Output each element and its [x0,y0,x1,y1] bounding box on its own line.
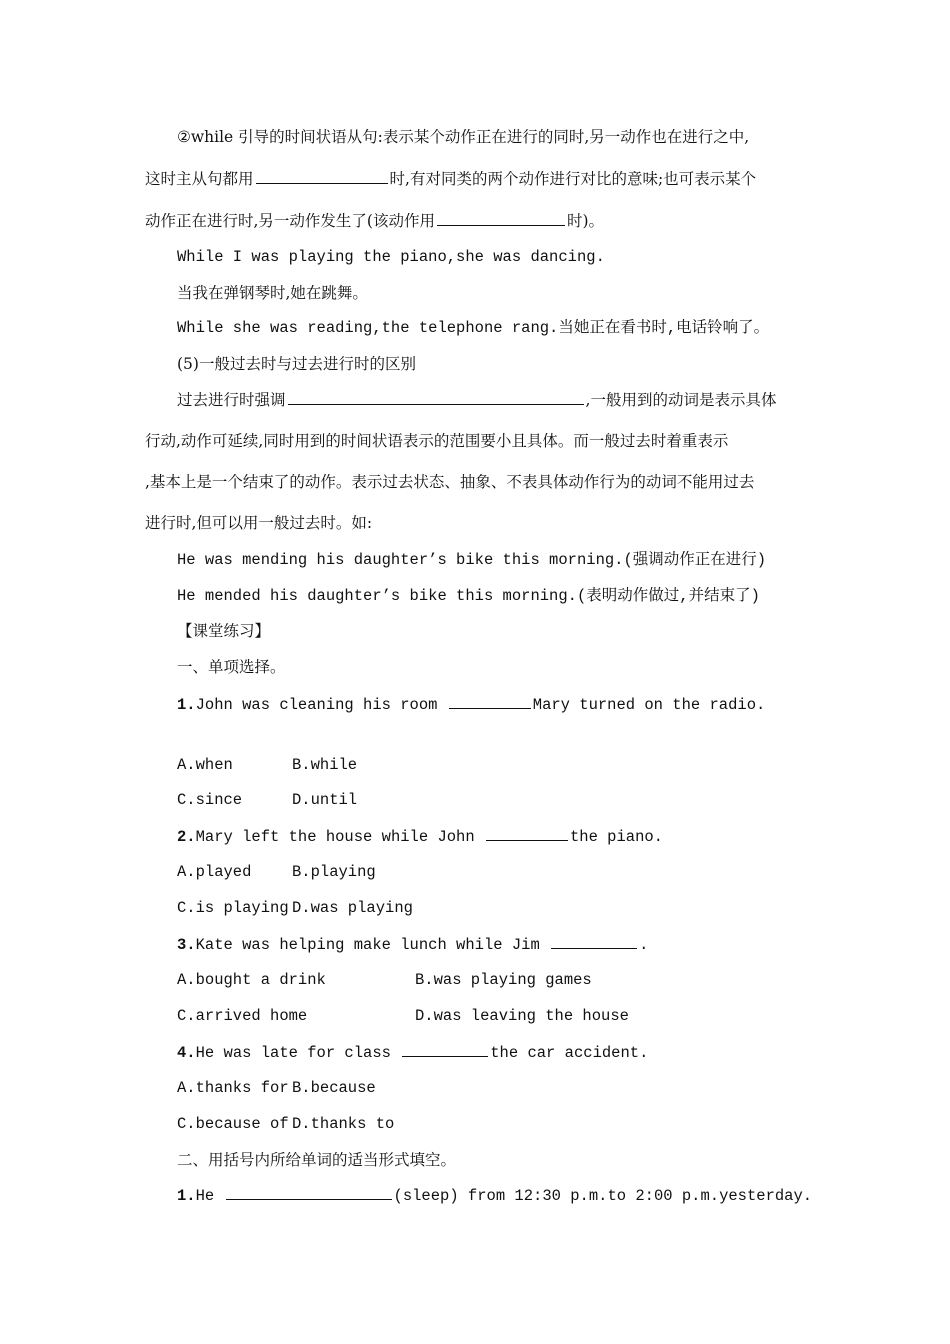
option-row [177,898,413,918]
part-title: 二、用括号内所给单词的适当形式填空。 [177,1151,457,1169]
example-sentence: While I was playing the piano,she was dancing. [177,248,605,266]
option: B.playing [292,863,376,881]
option: A.thanks for [177,1079,289,1097]
option: C.because of [177,1115,289,1133]
option: B.because [292,1079,376,1097]
option: C.is playing [177,899,289,917]
grammar-paragraph-line: ,基本上是一个结束了的动作。表示过去状态、抽象、不表具体动作行为的动词不能用过去 [145,473,755,491]
option-row [177,970,592,990]
option: C.arrived home [177,1007,308,1025]
option-row [177,862,376,882]
example-sentence: He was mending his daughter’s bike this morning.(强调动作正在进行) [177,551,767,569]
example-sentence: While she was reading,the telephone rang.当她正在看书时,电话铃响了。 [177,319,770,337]
exercise-header: 【课堂练习】 [177,622,271,640]
option-row [177,1114,394,1134]
part-title: 一、单项选择。 [177,658,286,676]
answer-blank [402,1042,488,1057]
grammar-paragraph-line: 过去进行时强调 ,一般用到的动词是表示具体 [177,391,777,409]
option: B.while [292,756,358,774]
option-row [177,755,357,775]
option: D.until [292,791,358,809]
grammar-paragraph-line: 这时主从句都用 时,有对同类的两个动作进行对比的意味;也可表示某个 [145,170,757,188]
option: D.was leaving the house [415,1007,629,1025]
section-title: (5)一般过去时与过去进行时的区别 [177,355,416,373]
option-row [177,1078,376,1098]
question-3: 3.Kate was helping make lunch while Jim . [177,936,649,954]
question-4: 4.He was late for class the car accident. [177,1044,649,1062]
option: A.bought a drink [177,971,326,989]
example-sentence: He mended his daughter’s bike this morning.(表明动作做过,并结束了) [177,587,760,605]
option: A.when [177,756,233,774]
option: D.was playing [292,899,413,917]
option: C.since [177,791,243,809]
fill-blank [256,169,388,184]
question-1: 1.John was cleaning his room Mary turned on the radio. [177,696,766,714]
option: A.played [177,863,252,881]
grammar-paragraph-line: 进行时,但可以用一般过去时。如: [145,514,373,532]
option-row [177,790,357,810]
option: D.thanks to [292,1115,395,1133]
option: B.was playing games [415,971,592,989]
option-row [177,1006,629,1026]
answer-blank [226,1185,392,1200]
answer-blank [551,934,637,949]
example-translation: 当我在弹钢琴时,她在跳舞。 [177,284,368,302]
grammar-paragraph-line: ②while 引导的时间状语从句:表示某个动作正在进行的同时,另一动作也在进行之中, [177,128,750,146]
fill-question-1: 1.He (sleep) from 12:30 p.m.to 2:00 p.m.yesterday. [177,1187,813,1205]
answer-blank [449,694,531,709]
grammar-paragraph-line: 行动,动作可延续,同时用到的时间状语表示的范围要小且具体。而一般过去时着重表示 [145,432,729,450]
fill-blank [288,390,584,405]
grammar-paragraph-line: 动作正在进行时,另一动作发生了(该动作用 时)。 [145,212,605,230]
question-2: 2.Mary left the house while John the piano. [177,828,663,846]
fill-blank [437,211,565,226]
answer-blank [486,826,568,841]
